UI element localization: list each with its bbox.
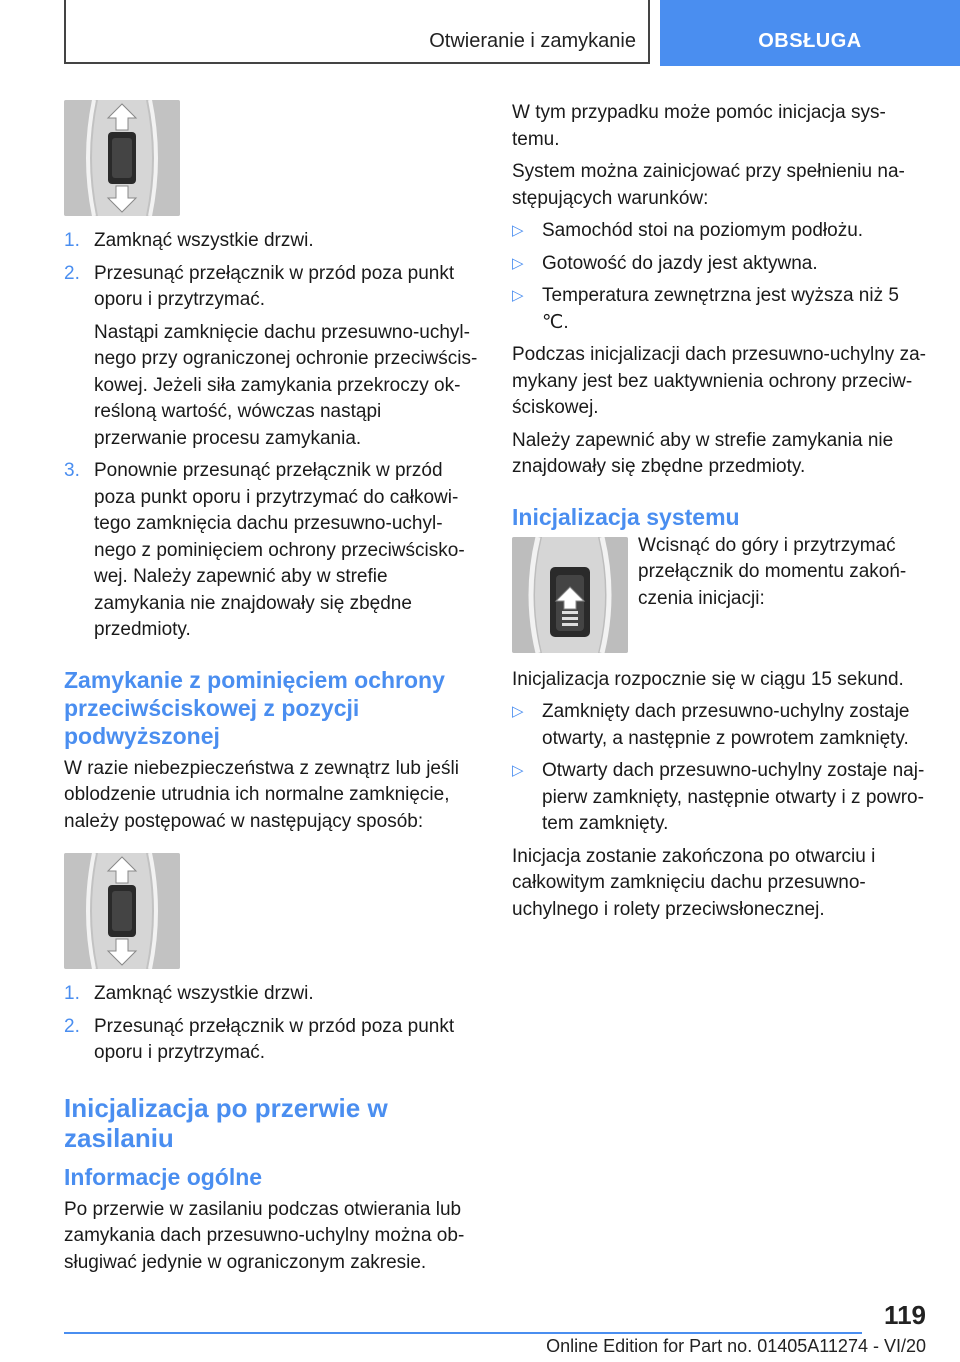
step-text: Przesunąć przełącznik w przód poza punkt oporu i przytrzymać. bbox=[94, 1015, 455, 1063]
condition-text: Samochód stoi na poziomym podłożu. bbox=[542, 220, 864, 241]
paragraph: System można zainicjować przy spełnieniu następujących warunków: bbox=[512, 161, 905, 209]
step-note: Nastąpi zamknięcie dachu przesuwno-uchylnego przy ograniczonej ochronie przeciwściskowej. Jeżeli siła zamykania przekroczy określoną wartość, wówczas nastąpi przerwanie procesu zamykania. bbox=[94, 321, 478, 449]
conditions-list bbox=[512, 218, 926, 336]
page-header bbox=[0, 0, 960, 64]
header-frame bbox=[64, 0, 650, 64]
paragraph: Inicjacja zostanie zakończona po otwarciu i całkowitym zamknięciu dachu przesuwno-uchylnego i rolety przeciwsłonecznej. bbox=[512, 845, 876, 920]
triangle-right-icon: ▷ bbox=[512, 287, 524, 304]
step-text: Zamknąć wszystkie drzwi. bbox=[94, 230, 314, 251]
list-item bbox=[64, 261, 478, 453]
result-text: Zamknięty dach przesuwno-uchylny zostaje otwarty, a następnie z powrotem zamknięty. bbox=[542, 701, 910, 749]
step-text: Zamknąć wszystkie drzwi. bbox=[94, 983, 314, 1004]
step-number: 1. bbox=[64, 230, 80, 251]
close-intro-text: W razie niebezpieczeństwa z zewnątrz lub jeśli oblodzenie utrudnia ich normalne zamknięcie, należy postępować w następujący sposób: bbox=[64, 757, 459, 832]
triangle-right-icon: ▷ bbox=[512, 222, 524, 239]
list-item bbox=[64, 981, 478, 1008]
list-item bbox=[512, 283, 926, 336]
condition-text: Gotowość do jazdy jest aktywna. bbox=[542, 252, 818, 274]
system-init-block bbox=[512, 534, 926, 653]
result-text: Otwarty dach przesuwno-uchylny zostaje najpierw zamknięty, następnie otwarty i z powrotem zamknięty. bbox=[542, 760, 925, 834]
roof-switch-figure-3 bbox=[512, 537, 628, 653]
heading-general-info: Informacje ogólne bbox=[64, 1163, 263, 1190]
roof-switch-figure-2 bbox=[64, 853, 180, 969]
left-column bbox=[64, 100, 478, 1282]
general-info-text: Po przerwie w zasilaniu podczas otwierania lub zamykania dach przesuwno-uchylny można obsługiwać jedynie w ograniczonym zakresie. bbox=[64, 1198, 465, 1273]
paragraph: Należy zapewnić aby w strefie zamykania nie znajdowały się zbędne przedmioty. bbox=[512, 429, 894, 477]
list-item bbox=[512, 251, 926, 278]
page-footer bbox=[0, 1300, 960, 1362]
list-item bbox=[64, 228, 478, 255]
step-number: 3. bbox=[64, 460, 80, 481]
results-list bbox=[512, 699, 926, 838]
section-title: Otwieranie i zamykanie bbox=[429, 30, 636, 52]
list-item bbox=[64, 1014, 478, 1067]
step-text: Przesunąć przełącznik w przód poza punkt oporu i przytrzymać. bbox=[94, 262, 455, 310]
system-init-text: Wcisnąć do góry i przytrzymać przełącznik do momentu zakończenia inicjacji: bbox=[638, 534, 907, 609]
roof-switch-figure-1 bbox=[64, 100, 180, 216]
paragraph: Inicjalizacja rozpocznie się w ciągu 15 sekund. bbox=[512, 668, 904, 690]
paragraph: Podczas inicjalizacji dach przesuwno-uchylny zamykany jest bez uaktywnienia ochrony przeciwściskowej. bbox=[512, 344, 926, 418]
list-item bbox=[512, 218, 926, 245]
step-number: 2. bbox=[64, 1015, 80, 1037]
heading-init-after-power-loss: Inicjalizacja po przerwie w zasilaniu bbox=[64, 1092, 388, 1153]
step-number: 1. bbox=[64, 983, 80, 1004]
list-item bbox=[64, 458, 478, 644]
right-column bbox=[512, 100, 926, 929]
triangle-right-icon: ▷ bbox=[512, 762, 524, 779]
close-steps-list bbox=[64, 228, 478, 644]
chapter-tab bbox=[660, 0, 960, 66]
chapter-tab-label: OBSŁUGA bbox=[758, 30, 862, 52]
page-number: 119 bbox=[884, 1300, 926, 1330]
list-item bbox=[512, 699, 926, 752]
paragraph: W tym przypadku może pomóc inicjacja systemu. bbox=[512, 102, 886, 150]
triangle-right-icon: ▷ bbox=[512, 254, 524, 272]
list-item bbox=[512, 758, 926, 838]
step-number: 2. bbox=[64, 262, 80, 284]
heading-system-init: Inicjalizacja systemu bbox=[512, 503, 740, 530]
triangle-right-icon: ▷ bbox=[512, 703, 524, 720]
footer-divider bbox=[64, 1332, 862, 1334]
edition-text: Online Edition for Part no. 01405A11274 - VI/20 bbox=[546, 1336, 926, 1356]
bypass-steps-list bbox=[64, 981, 478, 1067]
condition-text: Temperatura zewnętrzna jest wyższa niż 5 ℃. bbox=[542, 285, 899, 333]
heading-close-bypass: Zamykanie z pominięciem ochrony przeciwściskowej z pozycji podwyższonej bbox=[64, 666, 445, 749]
step-text: Ponownie przesunąć przełącznik w przód poza punkt oporu i przytrzymać do całkowitego zamknięcia dachu przesuwno-uchylnego z pominięciem ochrony przeciwściskowej. Należy zapewnić aby w strefie zamykania nie znajdowały się zbędne przedmioty. bbox=[94, 460, 465, 640]
